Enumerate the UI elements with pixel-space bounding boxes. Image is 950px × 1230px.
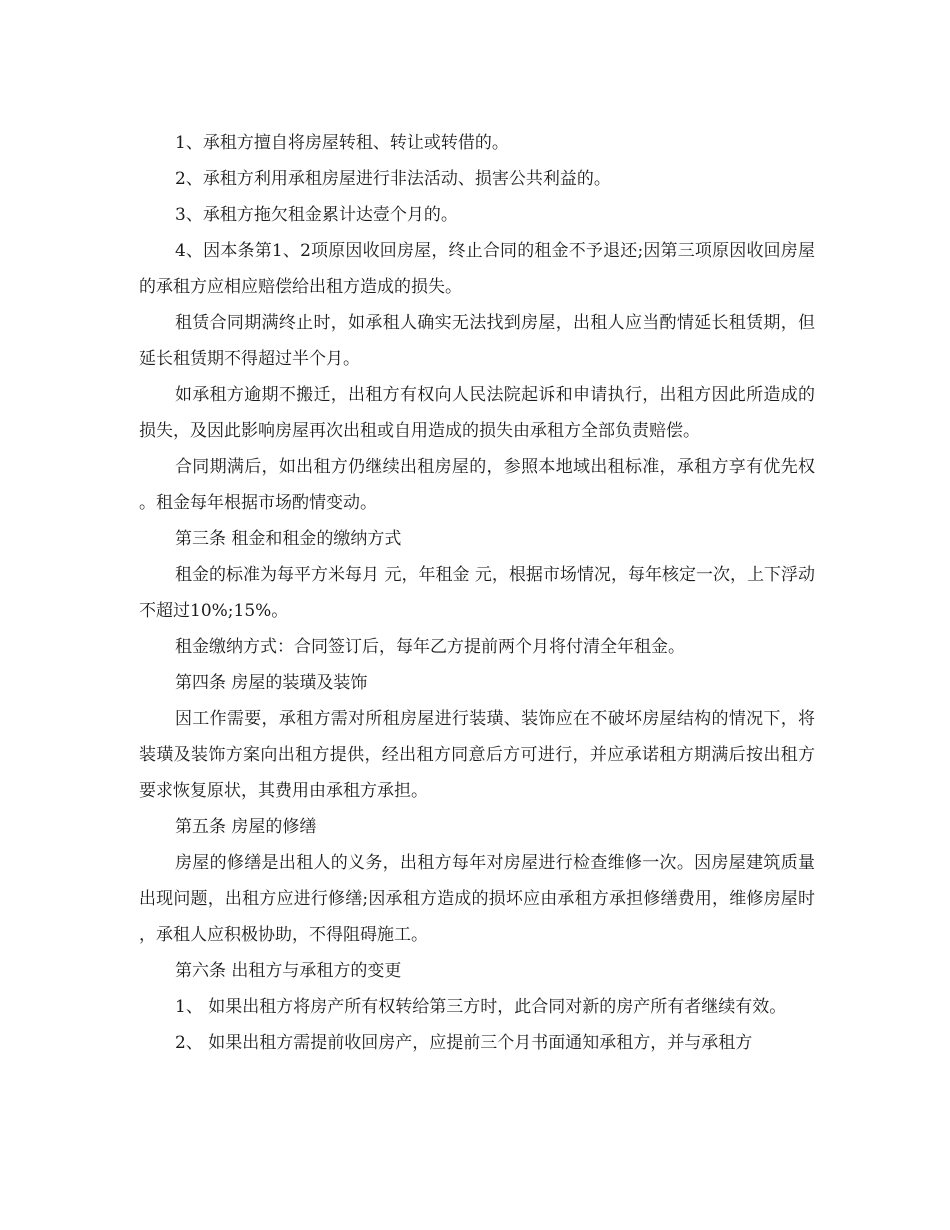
paragraph-clause-1: 1、承租方擅自将房屋转租、转让或转借的。 bbox=[175, 133, 509, 153]
paragraph-repair: 房屋的修缮是出租人的义务，出租方每年对房屋进行检查维修一次。因房屋建筑质量出现问题，出租方应进行修缮;因承租方造成的损坏应由承租方承担修缮费用，维修房屋时，承租人应积极协助，不得阻碍施工。 bbox=[139, 853, 815, 945]
paragraph-clause-2: 2、承租方利用承租房屋进行非法活动、损害公共利益的。 bbox=[175, 169, 611, 189]
article-3-heading: 第三条 租金和租金的缴纳方式 bbox=[175, 529, 402, 549]
document-page bbox=[139, 125, 815, 1061]
article-6-heading: 第六条 出租方与承租方的变更 bbox=[175, 961, 402, 981]
article-4-heading: 第四条 房屋的装璜及装饰 bbox=[175, 673, 368, 693]
paragraph-change-2: 2、 如果出租方需提前收回房产，应提前三个月书面通知承租方，并与承租方 bbox=[175, 1033, 753, 1053]
paragraph-rent-standard: 租金的标准为每平方米每月 元，年租金 元，根据市场情况，每年核定一次，上下浮动不超过10%;15%。 bbox=[139, 565, 815, 621]
paragraph-overdue-move: 如承租方逾期不搬迁，出租方有权向人民法院起诉和申请执行，出租方因此所造成的损失，及因此影响房屋再次出租或自用造成的损失由承租方全部负责赔偿。 bbox=[139, 385, 815, 441]
paragraph-clause-3: 3、承租方拖欠租金累计达壹个月的。 bbox=[175, 205, 458, 225]
paragraph-lease-expiry: 租赁合同期满终止时，如承租人确实无法找到房屋，出租人应当酌情延长租赁期，但延长租赁期不得超过半个月。 bbox=[139, 313, 815, 369]
paragraph-clause-4: 4、因本条第1、2项原因收回房屋，终止合同的租金不予退还;因第三项原因收回房屋的承租方应相应赔偿给出租方造成的损失。 bbox=[139, 241, 815, 297]
paragraph-change-1: 1、 如果出租方将房产所有权转给第三方时，此合同对新的房产所有者继续有效。 bbox=[175, 997, 787, 1017]
paragraph-priority-right: 合同期满后，如出租方仍继续出租房屋的，参照本地域出租标准，承租方享有优先权。租金每年根据市场酌情变动。 bbox=[139, 457, 815, 513]
paragraph-decoration: 因工作需要，承租方需对所租房屋进行装璜、装饰应在不破坏房屋结构的情况下，将装璜及装饰方案向出租方提供，经出租方同意后方可进行，并应承诺租方期满后按出租方要求恢复原状，其费用由承租方承担。 bbox=[139, 709, 815, 801]
article-5-heading: 第五条 房屋的修缮 bbox=[175, 817, 317, 837]
paragraph-rent-payment: 租金缴纳方式：合同签订后，每年乙方提前两个月将付清全年租金。 bbox=[175, 637, 685, 657]
